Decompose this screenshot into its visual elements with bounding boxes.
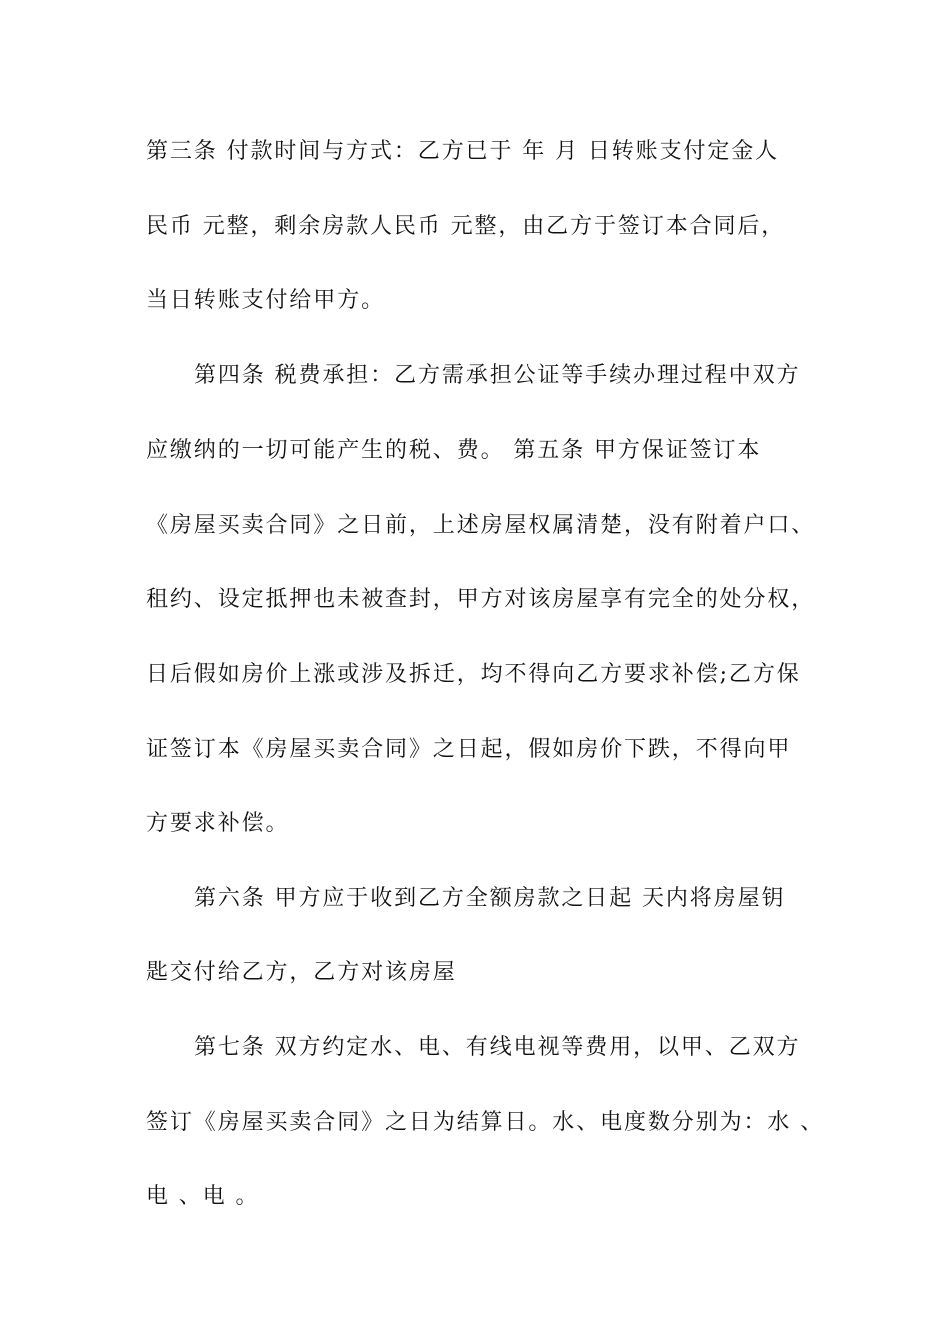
clause-5-line-3: 日后假如房价上涨或涉及拆迁，均不得向乙方要求补偿;乙方保 bbox=[146, 662, 801, 687]
clause-5-line-4: 证签订本《房屋买卖合同》之日起，假如房价下跌，不得向甲 bbox=[146, 737, 792, 762]
clause-4-line-1: 第四条 税费承担：乙方需承担公证等手续办理过程中双方 bbox=[194, 363, 801, 388]
clause-3-line-3: 当日转账支付给甲方。 bbox=[146, 288, 386, 313]
clause-7-line-2: 签订《房屋买卖合同》之日为结算日。水、电度数分别为：水 、 bbox=[146, 1110, 825, 1135]
clause-5-line-5: 方要求补偿。 bbox=[146, 811, 290, 836]
clause-7-line-3: 电 、电 。 bbox=[146, 1184, 260, 1209]
clause-6-line-2: 匙交付给乙方，乙方对该房屋 bbox=[146, 960, 457, 985]
clause-3-line-1: 第三条 付款时间与方式：乙方已于 年 月 日转账支付定金人 bbox=[146, 139, 780, 164]
clause-3-line-2: 民币 元整，剩余房款人民币 元整，由乙方于签订本合同后， bbox=[146, 214, 786, 239]
clause-6-line-1: 第六条 甲方应于收到乙方全额房款之日起 天内将房屋钥 bbox=[194, 886, 786, 911]
clause-5-line-2: 租约、设定抵押也未被查封，甲方对该房屋享有完全的处分权， bbox=[146, 587, 816, 612]
clause-7-line-1: 第七条 双方约定水、电、有线电视等费用，以甲、乙双方 bbox=[194, 1035, 801, 1060]
clause-5-line-1: 《房屋买卖合同》之日前，上述房屋权属清楚，没有附着户口、 bbox=[146, 513, 816, 538]
clause-4-line-2: 应缴纳的一切可能产生的税、费。 第五条 甲方保证签订本 bbox=[146, 438, 762, 463]
